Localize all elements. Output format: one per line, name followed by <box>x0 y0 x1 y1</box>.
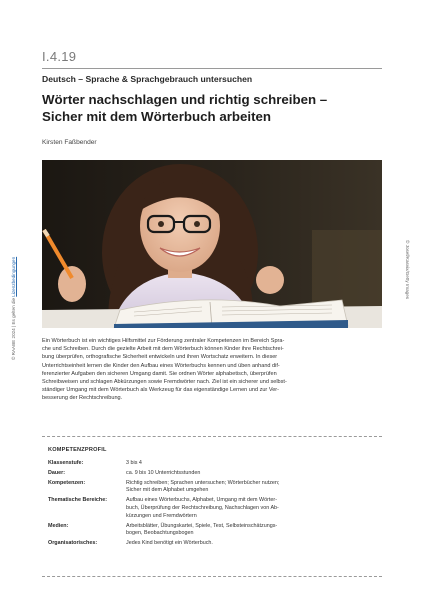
value-line: buch, Überprüfung der Rechtschreibung, Nachschlagen von Ab- <box>126 505 279 512</box>
profile-label: Dauer: <box>48 469 66 476</box>
intro-paragraph <box>42 337 382 403</box>
value-line: Sicher mit dem Alphabet umgehen <box>126 487 209 494</box>
intro-line: besserung der Rechtschreibung. <box>42 395 123 402</box>
profile-label: Kompetenzen: <box>48 479 86 486</box>
title-line-2: Sicher mit dem Wörterbuch arbeiten <box>42 109 272 124</box>
value-line: Arbeitsblätter, Übungskartei, Spiele, Test, Selbsteinschätzungs- <box>126 522 278 529</box>
profile-divider-top <box>42 436 382 437</box>
competence-profile <box>48 460 348 550</box>
profile-row <box>48 523 348 538</box>
profile-divider-bottom <box>42 576 382 577</box>
profile-value <box>126 460 348 468</box>
copyright-text: © RAABE 2024 | Es gelten die <box>11 296 16 360</box>
intro-line: ferenzierter Aufgaben den sicheren Umgang damit. Sie ordnen Wörter alphabetisch, überprüfen <box>42 370 277 377</box>
title-line-1: Wörter nachschlagen und richtig schreiben – <box>42 92 328 107</box>
value-line: Jedes Kind benötigt ein Wörterbuch. <box>126 540 213 547</box>
value-line: Richtig schreiben; Sprachen untersuchen; Wörterbücher nutzen; <box>126 479 280 486</box>
value-line: bogen, Beobachtungsbogen <box>126 530 194 537</box>
header-rule <box>42 68 382 69</box>
intro-line: che und Schreiben. Durch die gezielte Arbeit mit dem Wörterbuch können Kinder ihre Rechtschrei- <box>42 346 284 353</box>
profile-label: Organisatorisches: <box>48 540 98 547</box>
license-link[interactable]: Lizenzbedingungen <box>11 256 16 297</box>
cover-photo <box>42 160 382 328</box>
page-title <box>42 91 387 125</box>
photo-credit: © Josef/Kasvix/Getty Images <box>405 240 410 300</box>
unit-code: I.4.19 <box>42 49 77 64</box>
subject-line: Deutsch – Sprache & Sprachgebrauch untersuchen <box>42 74 253 84</box>
profile-value <box>126 470 348 478</box>
value-line: Aufbau eines Wörterbuchs, Alphabet, Umgang mit dem Wörter- <box>126 497 278 504</box>
profile-label: Thematische Bereiche: <box>48 497 108 504</box>
profile-label: Medien: <box>48 522 69 529</box>
profile-row <box>48 460 348 468</box>
value-line: ca. 9 bis 10 Unterrichtsstunden <box>126 469 201 476</box>
intro-line: ständiger Umgang mit dem Wörterbuch als Werkzeug für das eigenständige Lernen und zur Ver- <box>42 387 279 394</box>
value-line: kürzungen und Fremdwörtern <box>126 512 197 519</box>
author: Kirsten Faßbender <box>42 139 97 146</box>
profile-value <box>126 540 348 548</box>
profile-heading: KOMPETENZPROFIL <box>48 447 107 453</box>
intro-line: Unterrichtseinheit lernen die Kinder den Aufbau eines Wörterbuchs kennen und üben anhand dif- <box>42 362 280 369</box>
intro-line: Schreibweisen und schlagen Abkürzungen sowie Fremdwörter nach. Ziel ist ein sicherer und selbst- <box>42 379 287 386</box>
intro-line: Ein Wörterbuch ist ein wichtiges Hilfsmittel zur Förderung zentraler Kompetenzen im Bereich Spra- <box>42 338 285 344</box>
profile-row <box>48 497 348 520</box>
profile-value <box>126 497 348 520</box>
profile-row <box>48 470 348 478</box>
profile-value <box>126 523 348 538</box>
profile-row <box>48 480 348 495</box>
intro-line: bung überprüfen, orthografische Sicherheit entwickeln und ihren Wortschatz erweitern. In dieser <box>42 354 278 361</box>
profile-row <box>48 540 348 548</box>
copyright-side-left <box>9 230 18 360</box>
profile-value <box>126 480 348 495</box>
value-line: 3 bis 4 <box>126 460 142 466</box>
profile-label: Klassenstufe: <box>48 460 84 466</box>
